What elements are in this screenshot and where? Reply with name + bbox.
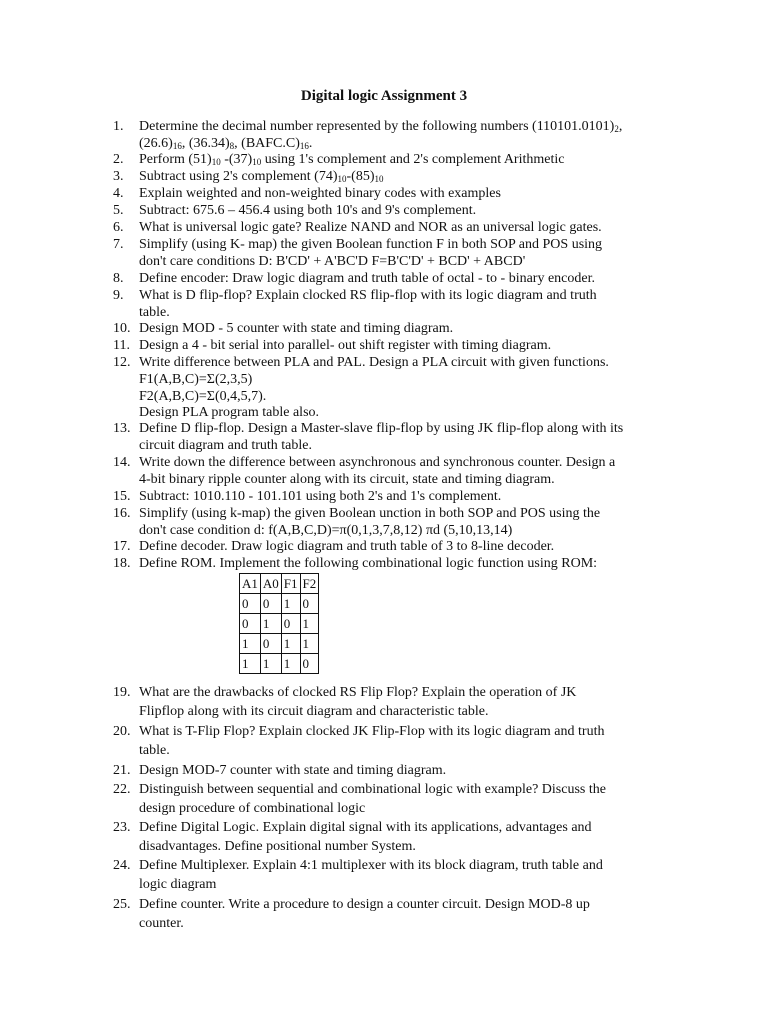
question-line: Simplify (using k-map) the given Boolean unction in both SOP and POS using the (139, 506, 601, 521)
table-cell: 0 (300, 654, 319, 674)
question-line: Simplify (using K- map) the given Boolean function F in both SOP and POS using (139, 237, 603, 252)
question-line: don't care conditions D: B'CD' + A'BC'D F=B'C'D' + BCD' + ABCD' (139, 253, 526, 269)
question-item (113, 169, 675, 186)
question-text (139, 556, 675, 573)
question-number: 5. (113, 203, 124, 218)
question-text (139, 220, 675, 237)
question-text (139, 421, 675, 455)
question-line: logic diagram (139, 877, 217, 892)
question-item (113, 186, 675, 203)
rom-table-body (240, 594, 319, 674)
question-item (113, 271, 675, 288)
table-cell: 0 (281, 614, 300, 634)
question-line: Explain weighted and non-weighted binary codes with examples (139, 186, 501, 201)
question-number: 21. (113, 763, 131, 778)
question-item (113, 556, 675, 573)
table-cell: 1 (260, 614, 281, 634)
question-text (139, 119, 675, 153)
question-line: Define encoder: Draw logic diagram and truth table of octal - to - binary encoder. (139, 271, 595, 286)
question-line: What is universal logic gate? Realize NAND and NOR as an universal logic gates. (139, 220, 602, 235)
question-item (113, 856, 675, 894)
question-number: 6. (113, 220, 124, 235)
table-header-cell: F1 (281, 574, 300, 594)
question-number: 16. (113, 506, 131, 521)
question-number: 17. (113, 539, 131, 554)
question-text (139, 355, 675, 422)
question-line: Define decoder. Draw logic diagram and truth table of 3 to 8-line decoder. (139, 539, 555, 554)
question-text (139, 506, 675, 540)
question-number: 13. (113, 421, 131, 436)
question-item (113, 288, 675, 322)
question-item (113, 761, 675, 780)
table-cell: 1 (300, 614, 319, 634)
question-text (139, 169, 675, 186)
question-line: What is D flip-flop? Explain clocked RS flip-flop with its logic diagram and truth (139, 288, 597, 303)
question-number: 19. (113, 685, 131, 700)
question-item (113, 895, 675, 933)
question-text (139, 818, 675, 856)
question-item (113, 489, 675, 506)
question-line: F1(A,B,C)=Σ(2,3,5) (139, 371, 253, 387)
question-number: 1. (113, 119, 124, 134)
question-number: 2. (113, 152, 124, 167)
question-number: 22. (113, 782, 131, 797)
question-number: 14. (113, 455, 131, 470)
question-line: Design a 4 - bit serial into parallel- out shift register with timing diagram. (139, 338, 552, 353)
question-text (139, 489, 675, 506)
question-line: don't case condition d: f(A,B,C,D)=π(0,1,3,7,8,12) πd (5,10,13,14) (139, 522, 513, 538)
question-line: 4-bit binary ripple counter along with its circuit, state and timing diagram. (139, 471, 555, 487)
question-line: Write difference between PLA and PAL. Design a PLA circuit with given functions. (139, 355, 609, 370)
question-line: Determine the decimal number represented by the following numbers $(110101.0101)_2$, (139, 119, 623, 134)
question-text (139, 186, 675, 203)
table-cell: 1 (281, 634, 300, 654)
question-line: Define counter. Write a procedure to design a counter circuit. Design MOD-8 up (139, 897, 590, 912)
table-row (240, 614, 319, 634)
question-number: 12. (113, 355, 131, 370)
question-item (113, 338, 675, 355)
table-cell: 0 (240, 594, 261, 614)
table-row (240, 594, 319, 614)
question-number: 7. (113, 237, 124, 252)
question-line: Design MOD-7 counter with state and timing diagram. (139, 763, 447, 778)
question-text (139, 321, 675, 338)
question-number: 25. (113, 897, 131, 912)
question-item (113, 321, 675, 338)
question-item (113, 455, 675, 489)
question-item (113, 237, 675, 271)
question-number: 11. (113, 338, 130, 353)
question-text (139, 288, 675, 322)
table-cell: 0 (260, 634, 281, 654)
question-line: design procedure of combinational logic (139, 801, 366, 816)
table-header-cell: A0 (260, 574, 281, 594)
question-line: Design PLA program table also. (139, 405, 320, 421)
question-item (113, 220, 675, 237)
table-cell: 1 (260, 654, 281, 674)
question-line: Define Digital Logic. Explain digital signal with its applications, advantages and (139, 820, 592, 835)
question-number: 15. (113, 489, 131, 504)
table-cell: 1 (300, 634, 319, 654)
rom-truth-table (239, 573, 319, 674)
question-text (139, 455, 675, 489)
table-cell: 0 (260, 594, 281, 614)
question-line: Write down the difference between asynchronous and synchronous counter. Design a (139, 455, 616, 470)
question-line: Subtract using 2's complement $(74)_{10}-(85)_{10}$ (139, 169, 384, 184)
rom-table-header (240, 574, 319, 594)
table-cell: 1 (281, 594, 300, 614)
question-line: Design MOD - 5 counter with state and timing diagram. (139, 321, 454, 336)
question-number: 9. (113, 288, 124, 303)
question-text (139, 271, 675, 288)
question-text (139, 237, 675, 271)
question-item (113, 539, 675, 556)
question-line: Flipflop along with its circuit diagram and characteristic table. (139, 704, 489, 719)
question-item (113, 722, 675, 760)
question-text (139, 152, 675, 169)
question-text (139, 895, 675, 933)
table-cell: 1 (240, 634, 261, 654)
question-line: Define ROM. Implement the following combinational logic function using ROM: (139, 556, 598, 571)
question-line: circuit diagram and truth table. (139, 437, 312, 453)
table-header-row (240, 574, 319, 594)
table-header-cell: A1 (240, 574, 261, 594)
question-text (139, 761, 675, 780)
question-line: Define Multiplexer. Explain 4:1 multiplexer with its block diagram, truth table and (139, 858, 603, 873)
table-cell: 1 (281, 654, 300, 674)
question-line: F2(A,B,C)=Σ(0,4,5,7). (139, 388, 267, 404)
table-row (240, 634, 319, 654)
question-line: Distinguish between sequential and combinational logic with example? Discuss the (139, 782, 606, 797)
question-text (139, 780, 675, 818)
question-item (113, 780, 675, 818)
question-line: Subtract: 675.6 – 456.4 using both 10's and 9's complement. (139, 203, 477, 218)
question-item (113, 119, 675, 153)
question-text (139, 722, 675, 760)
question-number: 10. (113, 321, 131, 336)
question-line: disadvantages. Define positional number System. (139, 839, 416, 854)
question-item (113, 818, 675, 856)
table-cell: 0 (300, 594, 319, 614)
question-line: counter. (139, 916, 184, 931)
page-title: Digital logic Assignment 3 (300, 88, 468, 104)
question-item (113, 355, 675, 422)
question-line: table. (139, 304, 170, 320)
question-item (113, 152, 675, 169)
question-item (113, 683, 675, 721)
question-line: What are the drawbacks of clocked RS Flip Flop? Explain the operation of JK (139, 685, 577, 700)
question-line: What is T-Flip Flop? Explain clocked JK Flip-Flop with its logic diagram and truth (139, 724, 605, 739)
question-number: 23. (113, 820, 131, 835)
question-item (113, 203, 675, 220)
table-header-cell: F2 (300, 574, 319, 594)
table-cell: 1 (240, 654, 261, 674)
question-line: Define D flip-flop. Design a Master-slave flip-flop by using JK flip-flop along with its (139, 421, 624, 436)
question-line: table. (139, 743, 170, 758)
question-text (139, 338, 675, 355)
question-line: Perform $(51)_{10}$ $-(37)_{10}$ using 1's complement and 2's complement Arithmetic (139, 152, 565, 167)
question-number: 20. (113, 724, 131, 739)
question-number: 8. (113, 271, 124, 286)
question-number: 18. (113, 556, 131, 571)
table-row (240, 654, 319, 674)
question-number: 24. (113, 858, 131, 873)
question-text (139, 203, 675, 220)
question-item (113, 421, 675, 455)
table-cell: 0 (240, 614, 261, 634)
question-number: 4. (113, 186, 124, 201)
question-line: Subtract: 1010.110 - 101.101 using both 2's and 1's complement. (139, 489, 502, 504)
question-text (139, 683, 675, 721)
question-text (139, 856, 675, 894)
question-line: $(26.6)_{16}$, $(36.34)_8$, $(BAFC.C)_{16}$. (139, 135, 313, 151)
question-number: 3. (113, 169, 124, 184)
question-text (139, 539, 675, 556)
question-item (113, 506, 675, 540)
